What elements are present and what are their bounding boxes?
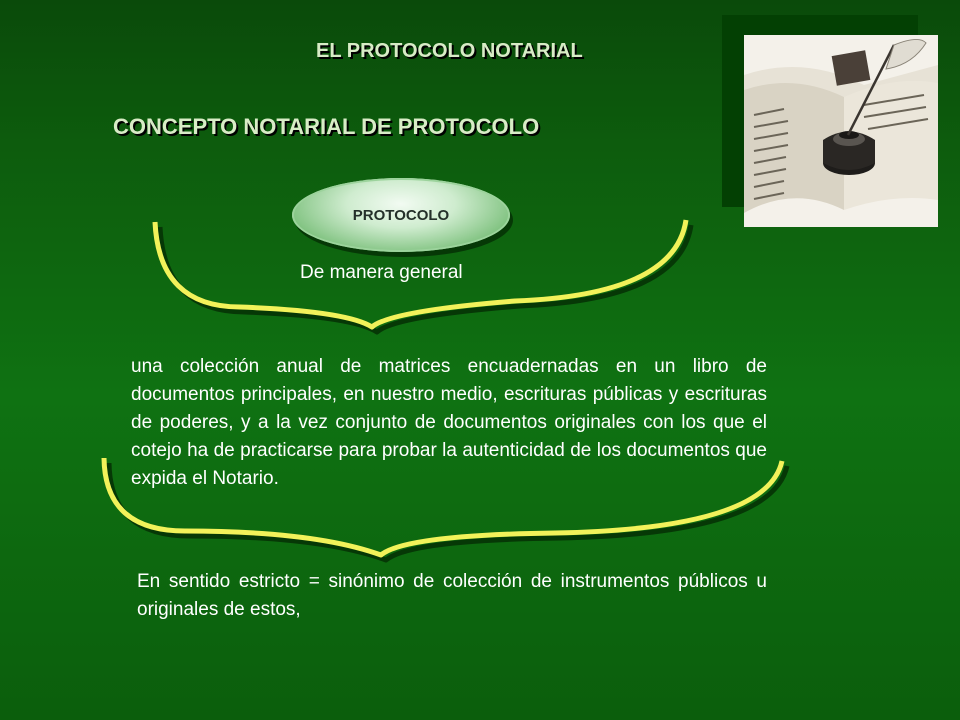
general-label: De manera general — [300, 262, 463, 283]
protocolo-label: PROTOCOLO — [352, 206, 450, 224]
general-definition: una colección anual de matrices encuadernadas en un libro de documentos principales, en nuestro medio, escrituras públicas y escrituras de poderes, y a la vez conjunto de documentos originales con los que el cotejo ha de practicarse para probar la autenticidad de los documentos que expida el Notario. — [131, 356, 767, 489]
page-title-text: EL PROTOCOLO NOTARIAL — [316, 40, 583, 62]
section-subtitle: CONCEPTO NOTARIAL DE PROTOCOLO — [113, 114, 540, 139]
strict-definition: En sentido estricto = sinónimo de colección de instrumentos públicos u originales de estos, — [137, 571, 767, 620]
